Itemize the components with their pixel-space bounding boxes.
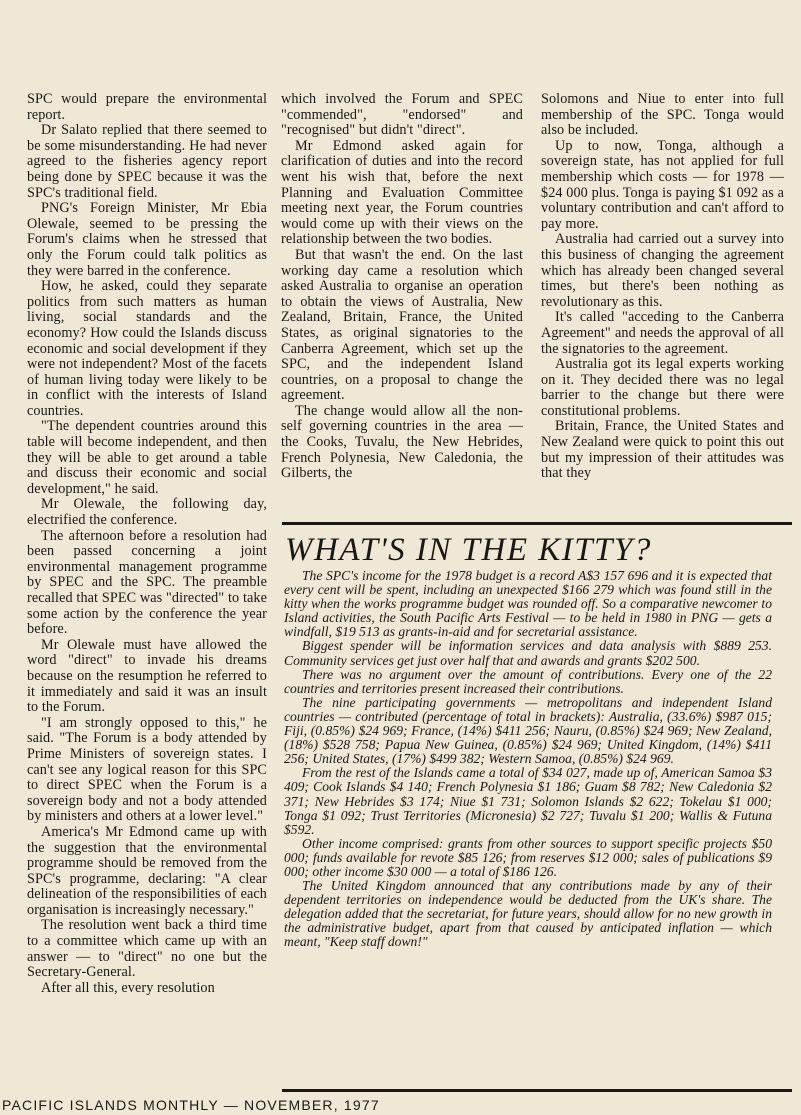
paragraph: Mr Olewale, the following day, electrified the conference. [27,496,267,529]
box-title: WHAT'S IN THE KITTY? [285,532,652,568]
paragraph: America's Mr Edmond came up with the suggestion that the environmental programme should be removed from the SPC's programme, declaring: "A clear delineation of the responsibilities of each organisation is increasingly necessary." [27,823,267,918]
paragraph: Australia had carried out a survey into this business of changing the agreement which has already been changed several times, but there's been nothing as revolutionary as this. [541,231,784,310]
paragraph: The SPC's income for the 1978 budget is a record A$3 157 696 and it is expected that every cent will be spent, including an unexpected $166 279 which was found still in the kitty when the works programme budget was rounded off. So a comparative newcomer to Island activities, the South Pacific Arts Festival — to be held in 1980 in PNG — gets a windfall, $19 513 as grants-in-aid and for secretarial assistance. [284,568,772,640]
paragraph: The nine participating governments — metropolitans and independent Island countries — contributed (percentage of total in brackets): Australia, (33.6%) $987 015; Fiji, (0.85%) $24 969; France, (14%) $411 256; Nauru, (0.85%) $24 969; New Zealand, (18%) $528 758; Papua New Guinea, (0.85%) $24 969; United Kingdom, (14%) $411 256; United States, (17%) $499 382; Western Samoa, (0.85%) $24 969. [284,694,772,767]
paragraph: Australia got its legal experts working on it. They decided there was no legal barrier to the change but there were constitutional problems. [541,356,784,419]
paragraph: Mr Edmond asked again for clarification of duties and into the record went his wish that, before the next Planning and Evaluation Committee meeting next year, the Forum countries would come up with their views on the relationship between the two bodies. [281,137,523,248]
box-body [284,569,772,950]
article-column-3 [541,92,784,524]
paragraph: The United Kingdom announced that any contributions made by any of their dependent territories on independence would be deducted from the UK's share. The delegation added that the secretariat, for future years, should allow for no new growth in the administrative budget, apart from that caused by anticipated inflation — which meant, "Keep staff down!" [284,878,772,950]
paragraph: From the rest of the Islands came a total of $34 027, made up of, American Samoa $3 409; Cook Islands $4 140; French Polynesia $1 186; Guam $8 782; New Caledonia $2 371; New Hebrides $3 174; Niue $1 731; Solomon Islands $2 622; Tokelau $1 000; Tonga $1 092; Trust Territories (Micronesia) $2 727; Tuvalu $1 200; Wallis & Futuna $592. [284,765,772,837]
box-top-rule [282,522,792,525]
paragraph: The afternoon before a resolution had been passed concerning a joint environmental management programme by SPEC and the SPC. The preamble recalled that SPEC was "directed" to take some action by the conference the year before. [27,527,267,638]
paragraph: Solomons and Niue to enter into full membership of the SPC. Tonga would also be included. [541,92,784,139]
paragraph: But that wasn't the end. On the last working day came a resolution which asked Australia to organise an operation to obtain the views of Australia, New Zealand, Britain, France, the United States, as original signatories to the Canberra Agreement, which set up the SPC, and the independent Island countries, on a proposal to change the agreement. [281,246,523,404]
paragraph: There was no argument over the amount of contributions. Every one of the 22 countries and territories present increased their contributions. [284,666,772,696]
paragraph: Other income comprised: grants from other sources to support specific projects $50 000; funds available for revote $85 126; from reserves $12 000; sales of publications $9 000; other income $30 000 — a total of $186 126. [284,835,772,879]
page-footer: PACIFIC ISLANDS MONTHLY — NOVEMBER, 1977 [2,1097,380,1113]
paragraph: Mr Olewale must have allowed the word "direct" to invade his dreams because on the resumption he referred to it immediately and said it was an insult to the Forum. [27,636,267,716]
paragraph: "The dependent countries around this table will become independent, and then they will be able to get around a table and discuss their economic and social development," he said. [27,418,267,497]
paragraph: Biggest spender will be information services and data analysis with $889 253. Community services get just over half that and awards and grants $202 500. [284,638,772,668]
paragraph: It's called "acceding to the Canberra Agreement" and needs the approval of all the signatories to the agreement. [541,309,784,357]
paragraph: The resolution went back a third time to a committee which came up with an answer — to "direct" no one but the Secretary-General. [27,917,267,981]
paragraph: Up to now, Tonga, although a sovereign state, has not applied for full membership which costs — for 1978 — $24 000 plus. Tonga is paying $1 092 as a voluntary contribution and can't afford to pay more. [541,137,784,232]
box-bottom-rule [282,1089,792,1092]
paragraph: "I am strongly opposed to this," he said. "The Forum is a body attended by Prime Ministers of sovereign states. I can't see any logical reason for this SPC to direct SPEC when the Forum is a sovereign body and not a body attended by ministers and others at a lower level." [27,714,267,825]
paragraph: Dr Salato replied that there seemed to be some misunderstanding. He had never agreed to the fisheries agency report being done by SPEC because it was the SPC's traditional field. [27,122,267,201]
paragraph: After all this, every resolution [41,979,215,996]
article-column-1 [27,92,267,996]
paragraph: which involved the Forum and SPEC "commended", "endorsed" and "recognised" but didn't "direct". [281,92,523,139]
paragraph: Britain, France, the United States and New Zealand were quick to point this out but my impression of their attitudes was that they [541,418,784,482]
paragraph: PNG's Foreign Minister, Mr Ebia Olewale, seemed to be pressing the Forum's claims when he stressed that only the Forum could talk politics as they were barred in the conference. [27,200,267,279]
paragraph: The change would allow all the non-self governing countries in the area — the Cooks, Tuvalu, the New Hebrides, French Polynesia, New Caledonia, the Gilberts, the [281,402,523,482]
article-column-2 [281,92,523,524]
paragraph: SPC would prepare the environmental report. [27,91,267,123]
paragraph: How, he asked, could they separate politics from such matters as human living, social standards and the economy? How could the Islands discuss economic and social development if they were not independent? Most of the facets of human living today were likely to be in conflict with the interests of Island countries. [27,278,267,419]
